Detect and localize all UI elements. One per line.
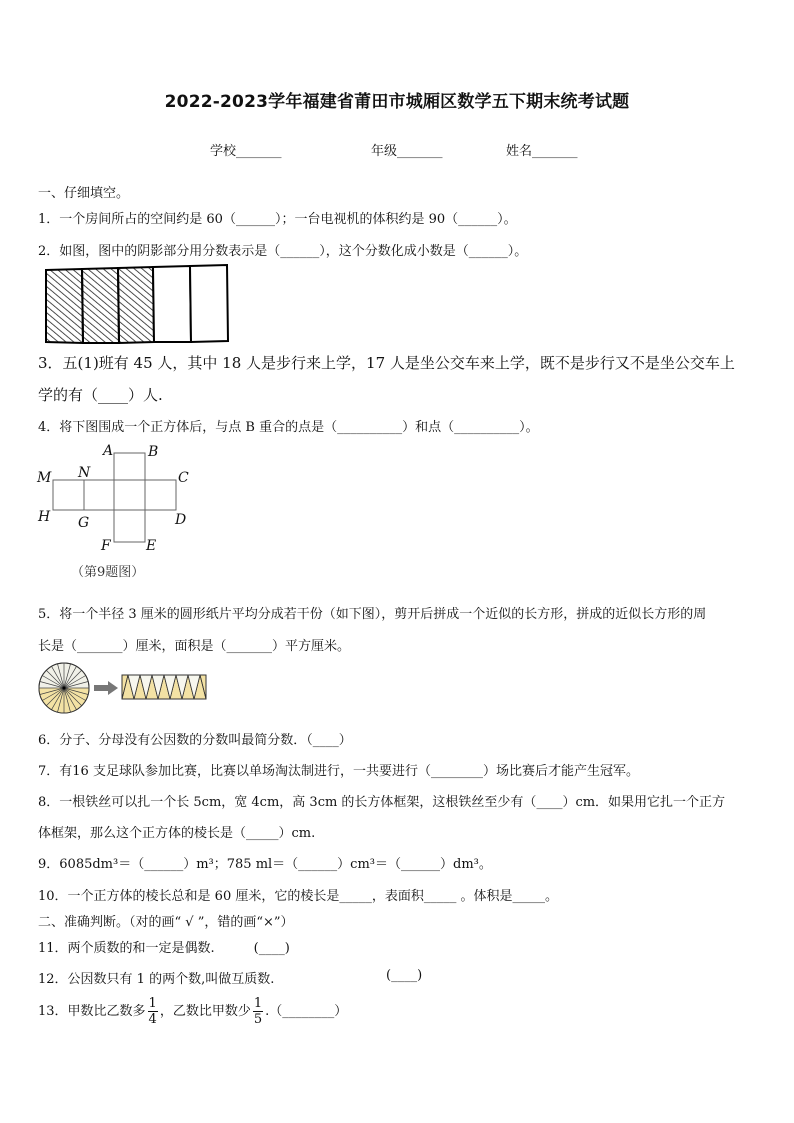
net-square-center (114, 480, 145, 510)
approximate-rectangle (122, 675, 206, 699)
net-label-G: G (78, 515, 90, 531)
fraction-2-denominator: 5 (253, 1012, 263, 1027)
question-13 (38, 996, 347, 1027)
net-label-B: B (148, 444, 159, 460)
net-label-N: N (78, 465, 91, 481)
shaded-part-3 (118, 267, 154, 343)
cube-net-figure (34, 440, 204, 586)
question-5-line-2: 长是（_______）厘米，面积是（_______）平方厘米。 (38, 639, 351, 654)
question-10: 10．一个正方体的棱长总和是 60 厘米，它的棱长是_____，表面积_____ 。体积是_____。 (38, 889, 558, 904)
question-6: 6．分子、分母没有公因数的分数叫最简分数．（____） (38, 733, 352, 748)
net-square-right (145, 480, 176, 510)
fraction-one-fifth (253, 996, 263, 1027)
fraction-2-numerator: 1 (253, 996, 263, 1011)
net-label-D: D (175, 512, 187, 528)
question-12-blank: (____) (386, 968, 423, 983)
net-label-F: F (101, 538, 111, 554)
fraction-one-quarter (148, 996, 158, 1027)
fraction-1-denominator: 4 (148, 1012, 157, 1027)
school-field: 学校_______ (210, 144, 282, 159)
divided-circle (39, 663, 89, 713)
net-square-left (53, 480, 84, 510)
net-caption: （第9题图） (71, 565, 145, 580)
shaded-part-2 (82, 268, 119, 343)
net-square-top (114, 453, 145, 480)
net-square-left-mid (84, 480, 114, 510)
question-3-line-1: 3．五(1)班有 45 人，其中 18 人是步行来上学，17 人是坐公交车来上学，既不是步行又不是坐公交车上 (38, 354, 735, 372)
fraction-1-numerator: 1 (148, 996, 157, 1011)
net-label-M: M (37, 470, 52, 486)
question-1: 1．一个房间所占的空间约是 60（______）；一台电视机的体积约是 90（______）。 (38, 212, 517, 227)
net-label-C: C (178, 470, 189, 486)
question-8-line-2: 体框架，那么这个正方体的棱长是（_____）cm. (38, 826, 316, 841)
name-field: 姓名_______ (506, 144, 578, 159)
unshaded-part-2 (190, 265, 228, 342)
unshaded-part-1 (153, 266, 191, 342)
fraction-bar-figure (40, 262, 235, 346)
circle-to-rectangle-figure (36, 660, 216, 716)
net-label-H: H (38, 509, 51, 525)
net-label-A: A (103, 443, 114, 459)
section-1-heading: 一、仔细填空。 (38, 186, 130, 201)
question-3-line-2: 学的有（____）人. (38, 386, 163, 404)
question-9: 9．6085dm³＝（______）m³；785 ml＝（______）cm³＝（______）dm³。 (38, 857, 492, 872)
net-label-E: E (146, 538, 157, 554)
arrow-icon (94, 681, 118, 695)
question-12: 12．公因数只有 1 的两个数,叫做互质数. (38, 972, 275, 987)
question-5-line-1: 5．将一个半径 3 厘米的圆形纸片平均分成若干份（如下图），剪开后拼成一个近似的长方形，拼成的近似长方形的周 (38, 607, 707, 622)
question-13-middle: ，乙数比甲数少 (159, 1004, 251, 1019)
question-13-suffix: .（________） (265, 1004, 348, 1019)
grade-field: 年级_______ (371, 144, 443, 159)
question-2: 2．如图，图中的阴影部分用分数表示是（______），这个分数化成小数是（______）。 (38, 244, 528, 259)
question-13-prefix: 13．甲数比乙数多 (38, 1004, 146, 1019)
question-8-line-1: 8．一根铁丝可以扎一个长 5cm，宽 4cm，高 3cm 的长方体框架，这根铁丝至少有（____）cm．如果用它扎一个正方 (38, 795, 726, 810)
page-title: 2022-2023学年福建省莆田市城厢区数学五下期末统考试题 (164, 92, 630, 112)
section-2-heading: 二、准确判断。（对的画“ √ ”，错的画“×”） (38, 915, 294, 930)
question-4: 4．将下图围成一个正方体后，与点 B 重合的点是（__________）和点（__________）。 (38, 420, 539, 435)
question-7: 7．有16 支足球队参加比赛，比赛以单场淘汰制进行，一共要进行（________）场比赛后才能产生冠军。 (38, 764, 639, 779)
net-square-bottom (114, 510, 145, 542)
shaded-part-1 (46, 269, 83, 343)
question-11: 11．两个质数的和一定是偶数. (____) (38, 941, 290, 956)
